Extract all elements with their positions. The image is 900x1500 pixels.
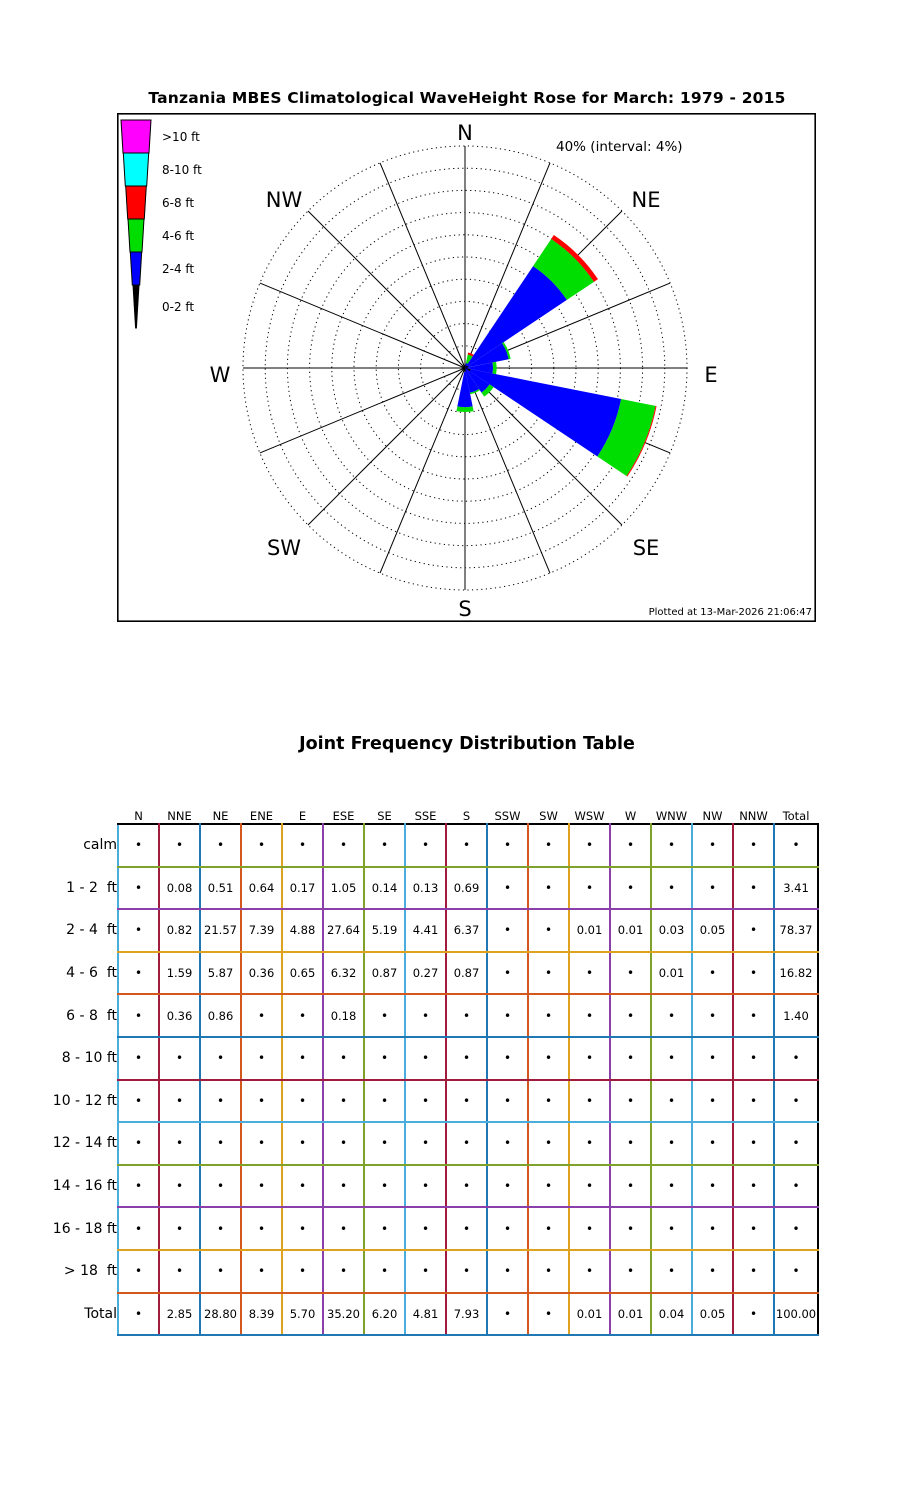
jfd-row-calm <box>24 824 818 867</box>
jfd-cell-SSE: 4.41 <box>405 909 446 952</box>
jfd-cell-WNW: • <box>651 1165 692 1208</box>
jfd-cell-NNW: • <box>733 867 774 910</box>
jfd-cell-WNW: • <box>651 1207 692 1250</box>
compass-label-W: W <box>209 363 231 387</box>
jfd-table <box>24 799 819 1336</box>
jfd-cell-NNE: • <box>159 1250 200 1293</box>
jfd-cell-W: • <box>610 1037 651 1080</box>
legend-label-6-8 ft: 6-8 ft <box>162 196 195 210</box>
jfd-cell-NNE: • <box>159 1165 200 1208</box>
jfd-cell-WNW: • <box>651 824 692 867</box>
legend-label-8-10 ft: 8-10 ft <box>162 163 202 177</box>
jfd-cell-ENE: • <box>241 1080 282 1123</box>
jfd-cell-SW: • <box>528 1080 569 1123</box>
jfd-cell-E: • <box>282 1207 323 1250</box>
jfd-cell-ENE: • <box>241 994 282 1037</box>
jfd-cell-S: 6.37 <box>446 909 487 952</box>
jfd-cell-NNW: • <box>733 1207 774 1250</box>
jfd-header-spacer <box>24 799 118 824</box>
jfd-cell-SE: • <box>364 824 405 867</box>
jfd-row-2-4ft <box>24 909 818 952</box>
jfd-cell-W: • <box>610 1122 651 1165</box>
jfd-cell-W: 0.01 <box>610 909 651 952</box>
jfd-cell-E: • <box>282 1165 323 1208</box>
jfd-cell-SSE: • <box>405 1207 446 1250</box>
jfd-cell-ENE: 8.39 <box>241 1293 282 1336</box>
jfd-cell-S: • <box>446 1080 487 1123</box>
compass-label-E: E <box>704 363 718 387</box>
jfd-cell-NE: 5.87 <box>200 952 241 995</box>
jfd-cell-WSW: 0.01 <box>569 909 610 952</box>
jfd-cell-ENE: • <box>241 824 282 867</box>
jfd-cell-E: • <box>282 1080 323 1123</box>
jfd-row-8-10ft <box>24 1037 818 1080</box>
jfd-cell-E: • <box>282 1250 323 1293</box>
jfd-col-header-SW: SW <box>539 809 558 823</box>
jfd-cell-NNW: • <box>733 1122 774 1165</box>
jfd-cell-ESE: • <box>323 1122 364 1165</box>
jfd-cell-WNW: • <box>651 867 692 910</box>
jfd-cell-ENE: 7.39 <box>241 909 282 952</box>
jfd-cell-S: • <box>446 824 487 867</box>
jfd-cell-NNW: • <box>733 1165 774 1208</box>
jfd-cell-ESE: 35.20 <box>323 1293 364 1336</box>
legend-swatch->10 ft <box>121 120 151 153</box>
jfd-cell-N: • <box>118 994 159 1037</box>
jfd-cell-N: • <box>118 867 159 910</box>
jfd-cell-SE: • <box>364 1080 405 1123</box>
jfd-cell-N: • <box>118 1293 159 1336</box>
jfd-cell-NE: 0.86 <box>200 994 241 1037</box>
compass-label-SE: SE <box>632 536 660 560</box>
jfd-cell-S: • <box>446 994 487 1037</box>
rose-petal-ESE-2-4 ft <box>470 369 621 456</box>
jfd-cell-NNW: • <box>733 824 774 867</box>
jfd-cell-ENE: • <box>241 1250 282 1293</box>
jfd-table-wrap <box>24 799 819 1336</box>
jfd-cell-NE: • <box>200 1165 241 1208</box>
jfd-cell-WSW: • <box>569 1037 610 1080</box>
rose-petal-S-4-6 ft <box>456 406 473 412</box>
compass-label-NE: NE <box>631 188 661 212</box>
jfd-cell-SW: • <box>528 994 569 1037</box>
jfd-cell-SSW: • <box>487 909 528 952</box>
jfd-cell-SSE: 0.13 <box>405 867 446 910</box>
jfd-col-header-NNW: NNW <box>739 809 768 823</box>
jfd-cell-ESE: 6.32 <box>323 952 364 995</box>
legend-label-2-4 ft: 2-4 ft <box>162 262 195 276</box>
jfd-col-header-NNE: NNE <box>167 809 192 823</box>
jfd-table-title: Joint Frequency Distribution Table <box>299 734 635 754</box>
jfd-cell-WSW: • <box>569 1250 610 1293</box>
jfd-cell-WSW: • <box>569 1165 610 1208</box>
jfd-cell-NE: • <box>200 1207 241 1250</box>
jfd-cell-ESE: • <box>323 1037 364 1080</box>
jfd-cell-NNW: • <box>733 994 774 1037</box>
jfd-cell-NE: • <box>200 1250 241 1293</box>
jfd-cell-NNE: • <box>159 824 200 867</box>
jfd-cell-WNW: 0.03 <box>651 909 692 952</box>
jfd-cell-ESE: 27.64 <box>323 909 364 952</box>
jfd-cell-Total: 78.37 <box>774 909 818 952</box>
jfd-cell-NW: • <box>692 1207 733 1250</box>
jfd-row-16-18ft <box>24 1207 818 1250</box>
jfd-header-row <box>24 799 818 824</box>
jfd-cell-NW: • <box>692 1250 733 1293</box>
jfd-cell-NE: • <box>200 1080 241 1123</box>
jfd-col-header-SSE: SSE <box>414 809 437 823</box>
jfd-row-label: 14 - 16 ft <box>52 1178 117 1195</box>
jfd-cell-N: • <box>118 1122 159 1165</box>
jfd-cell-NW: • <box>692 994 733 1037</box>
jfd-cell-S: 0.69 <box>446 867 487 910</box>
jfd-cell-Total: • <box>774 1207 818 1250</box>
compass-spoke-NW <box>308 211 465 368</box>
jfd-row-label: > 18 ft <box>63 1263 117 1280</box>
jfd-cell-Total: 3.41 <box>774 867 818 910</box>
jfd-cell-NNW: • <box>733 909 774 952</box>
jfd-cell-W: • <box>610 1165 651 1208</box>
jfd-cell-NNE: • <box>159 1037 200 1080</box>
jfd-cell-SSE: • <box>405 994 446 1037</box>
jfd-row-label: Total <box>84 1305 117 1322</box>
jfd-cell-SSW: • <box>487 1207 528 1250</box>
legend-label->10 ft: >10 ft <box>162 130 200 144</box>
jfd-cell-WNW: • <box>651 1037 692 1080</box>
jfd-cell-N: • <box>118 1080 159 1123</box>
jfd-cell-SW: • <box>528 867 569 910</box>
jfd-cell-NW: 0.05 <box>692 909 733 952</box>
jfd-cell-Total: • <box>774 1122 818 1165</box>
jfd-cell-NW: • <box>692 1165 733 1208</box>
jfd-cell-SE: 0.14 <box>364 867 405 910</box>
jfd-cell-SSE: • <box>405 1080 446 1123</box>
rose-plot <box>117 113 816 622</box>
jfd-cell-WNW: • <box>651 994 692 1037</box>
jfd-cell-SE: • <box>364 1122 405 1165</box>
jfd-row-label: 2 - 4 ft <box>66 922 117 939</box>
jfd-cell-SE: 6.20 <box>364 1293 405 1336</box>
jfd-cell-W: • <box>610 1080 651 1123</box>
jfd-cell-ESE: 0.18 <box>323 994 364 1037</box>
jfd-cell-NW: • <box>692 824 733 867</box>
jfd-cell-E: • <box>282 824 323 867</box>
jfd-cell-NNE: 0.08 <box>159 867 200 910</box>
jfd-cell-E: 0.17 <box>282 867 323 910</box>
jfd-cell-SSE: • <box>405 1250 446 1293</box>
jfd-cell-SSW: • <box>487 867 528 910</box>
jfd-cell-S: • <box>446 1037 487 1080</box>
jfd-cell-ENE: • <box>241 1122 282 1165</box>
jfd-cell-SW: • <box>528 1122 569 1165</box>
rose-petal-E-4-6 ft <box>492 362 496 374</box>
jfd-row-12-14ft <box>24 1122 818 1165</box>
jfd-row-10-12ft <box>24 1080 818 1123</box>
jfd-row-14-16ft <box>24 1165 818 1208</box>
jfd-cell-SW: • <box>528 824 569 867</box>
jfd-cell-WSW: • <box>569 824 610 867</box>
jfd-cell-SSW: • <box>487 1080 528 1123</box>
jfd-cell-SE: • <box>364 1250 405 1293</box>
jfd-cell-W: • <box>610 1250 651 1293</box>
jfd-row-label: 8 - 10 ft <box>61 1050 117 1067</box>
jfd-row-label: 6 - 8 ft <box>66 1007 117 1024</box>
jfd-cell-NW: • <box>692 1037 733 1080</box>
jfd-cell-SE: 0.87 <box>364 952 405 995</box>
compass-label-N: N <box>457 121 473 145</box>
legend-swatch-8-10 ft <box>123 153 148 186</box>
jfd-cell-WSW: • <box>569 867 610 910</box>
jfd-cell-NNW: • <box>733 952 774 995</box>
jfd-col-header-WNW: WNW <box>655 809 688 823</box>
jfd-cell-ENE: • <box>241 1037 282 1080</box>
jfd-row->18ft <box>24 1250 818 1293</box>
legend-swatch-0-2 ft <box>133 285 139 328</box>
jfd-cell-NNW: • <box>733 1080 774 1123</box>
jfd-col-header-Total: Total <box>782 809 810 823</box>
jfd-cell-SSE: • <box>405 1165 446 1208</box>
jfd-cell-W: • <box>610 994 651 1037</box>
jfd-cell-SSE: • <box>405 1037 446 1080</box>
compass-spoke-WNW <box>260 283 465 368</box>
jfd-cell-W: • <box>610 867 651 910</box>
jfd-cell-SE: • <box>364 994 405 1037</box>
jfd-cell-S: 0.87 <box>446 952 487 995</box>
jfd-cell-SSW: • <box>487 1037 528 1080</box>
jfd-cell-ESE: • <box>323 1165 364 1208</box>
jfd-cell-Total: • <box>774 1165 818 1208</box>
jfd-cell-WNW: 0.01 <box>651 952 692 995</box>
jfd-cell-NNE: • <box>159 1122 200 1165</box>
jfd-col-header-N: N <box>134 809 143 823</box>
jfd-cell-SSE: • <box>405 824 446 867</box>
jfd-cell-E: 0.65 <box>282 952 323 995</box>
jfd-cell-N: • <box>118 1207 159 1250</box>
legend-label-4-6 ft: 4-6 ft <box>162 229 195 243</box>
jfd-cell-E: 5.70 <box>282 1293 323 1336</box>
jfd-cell-Total: • <box>774 1080 818 1123</box>
jfd-cell-N: • <box>118 952 159 995</box>
compass-spoke-WSW <box>260 368 465 453</box>
jfd-cell-NE: 21.57 <box>200 909 241 952</box>
jfd-row-label: 12 - 14 ft <box>52 1135 117 1152</box>
jfd-cell-SW: • <box>528 1165 569 1208</box>
jfd-cell-NE: • <box>200 1037 241 1080</box>
jfd-cell-SSW: • <box>487 1165 528 1208</box>
jfd-col-header-S: S <box>462 809 471 823</box>
jfd-col-header-SSW: SSW <box>494 809 521 823</box>
jfd-cell-S: 7.93 <box>446 1293 487 1336</box>
jfd-cell-ESE: • <box>323 1207 364 1250</box>
jfd-cell-NW: • <box>692 952 733 995</box>
jfd-col-header-NE: NE <box>212 809 229 823</box>
jfd-cell-ESE: 1.05 <box>323 867 364 910</box>
jfd-cell-N: • <box>118 1250 159 1293</box>
jfd-cell-WSW: • <box>569 1122 610 1165</box>
jfd-cell-ENE: • <box>241 1165 282 1208</box>
jfd-cell-WNW: • <box>651 1250 692 1293</box>
jfd-cell-E: • <box>282 994 323 1037</box>
jfd-cell-NNW: • <box>733 1250 774 1293</box>
jfd-cell-N: • <box>118 824 159 867</box>
jfd-cell-S: • <box>446 1122 487 1165</box>
jfd-col-header-W: W <box>624 809 637 823</box>
jfd-cell-SW: • <box>528 1250 569 1293</box>
jfd-cell-NNE: 0.36 <box>159 994 200 1037</box>
jfd-cell-NE: 28.80 <box>200 1293 241 1336</box>
jfd-cell-SE: 5.19 <box>364 909 405 952</box>
compass-label-S: S <box>458 597 472 621</box>
jfd-cell-SSE: • <box>405 1122 446 1165</box>
jfd-cell-ESE: • <box>323 824 364 867</box>
plotted-at-note: Plotted at 13-Mar-2026 21:06:47 <box>648 607 812 618</box>
jfd-cell-SW: • <box>528 909 569 952</box>
jfd-col-header-NW: NW <box>702 809 723 823</box>
jfd-cell-W: • <box>610 1207 651 1250</box>
jfd-cell-SSE: 4.81 <box>405 1293 446 1336</box>
jfd-cell-SW: • <box>528 952 569 995</box>
jfd-cell-ESE: • <box>323 1080 364 1123</box>
jfd-row-6-8ft <box>24 994 818 1037</box>
jfd-cell-Total: • <box>774 1037 818 1080</box>
jfd-cell-WNW: • <box>651 1080 692 1123</box>
jfd-cell-WNW: • <box>651 1122 692 1165</box>
jfd-row-label: 16 - 18 ft <box>52 1220 117 1237</box>
jfd-cell-W: • <box>610 952 651 995</box>
legend-swatch-6-8 ft <box>126 186 147 219</box>
jfd-cell-NW: • <box>692 1122 733 1165</box>
jfd-cell-NW: • <box>692 1080 733 1123</box>
jfd-col-header-WSW: WSW <box>574 809 605 823</box>
jfd-cell-E: 4.88 <box>282 909 323 952</box>
jfd-cell-WSW: • <box>569 994 610 1037</box>
jfd-cell-WSW: • <box>569 1207 610 1250</box>
jfd-cell-NNE: • <box>159 1080 200 1123</box>
jfd-cell-NE: 0.51 <box>200 867 241 910</box>
legend-swatch-4-6 ft <box>128 219 144 252</box>
jfd-cell-ENE: 0.36 <box>241 952 282 995</box>
jfd-row-1-2ft <box>24 867 818 910</box>
jfd-cell-Total: 1.40 <box>774 994 818 1037</box>
jfd-cell-SSW: • <box>487 1293 528 1336</box>
compass-label-NW: NW <box>265 188 303 212</box>
jfd-cell-NNW: • <box>733 1293 774 1336</box>
jfd-cell-W: • <box>610 824 651 867</box>
jfd-cell-N: • <box>118 1037 159 1080</box>
jfd-cell-NW: • <box>692 867 733 910</box>
radial-axis-label: 40% (interval: 4%) <box>556 139 683 155</box>
jfd-cell-NE: • <box>200 824 241 867</box>
jfd-row-Total <box>24 1293 818 1336</box>
jfd-cell-NE: • <box>200 1122 241 1165</box>
jfd-cell-NNE: 2.85 <box>159 1293 200 1336</box>
rose-figure-title: Tanzania MBES Climatological WaveHeight Rose for March: 1979 - 2015 <box>148 89 786 107</box>
jfd-cell-E: • <box>282 1122 323 1165</box>
jfd-row-4-6ft <box>24 952 818 995</box>
jfd-cell-NW: 0.05 <box>692 1293 733 1336</box>
jfd-cell-Total: • <box>774 1250 818 1293</box>
jfd-cell-SSW: • <box>487 1122 528 1165</box>
jfd-cell-SW: • <box>528 1207 569 1250</box>
compass-spoke-NNW <box>380 163 465 368</box>
jfd-cell-N: • <box>118 909 159 952</box>
jfd-cell-NNE: • <box>159 1207 200 1250</box>
jfd-cell-WSW: • <box>569 952 610 995</box>
legend-label-0-2 ft: 0-2 ft <box>162 300 195 314</box>
jfd-col-header-ENE: ENE <box>249 809 274 823</box>
jfd-cell-W: 0.01 <box>610 1293 651 1336</box>
jfd-cell-ESE: • <box>323 1250 364 1293</box>
jfd-cell-SSW: • <box>487 1250 528 1293</box>
jfd-cell-SW: • <box>528 1293 569 1336</box>
jfd-cell-Total: • <box>774 824 818 867</box>
jfd-cell-ENE: 0.64 <box>241 867 282 910</box>
jfd-col-header-ESE: ESE <box>332 809 355 823</box>
legend-swatch-2-4 ft <box>130 252 141 285</box>
compass-spoke-SSW <box>380 368 465 573</box>
jfd-col-header-E: E <box>298 809 307 823</box>
jfd-cell-WSW: • <box>569 1080 610 1123</box>
jfd-cell-NNW: • <box>733 1037 774 1080</box>
jfd-cell-NNE: 0.82 <box>159 909 200 952</box>
jfd-cell-N: • <box>118 1165 159 1208</box>
jfd-cell-ENE: • <box>241 1207 282 1250</box>
jfd-cell-SE: • <box>364 1207 405 1250</box>
jfd-cell-S: • <box>446 1250 487 1293</box>
jfd-cell-SSE: 0.27 <box>405 952 446 995</box>
jfd-cell-WSW: 0.01 <box>569 1293 610 1336</box>
jfd-cell-SW: • <box>528 1037 569 1080</box>
jfd-cell-SSW: • <box>487 824 528 867</box>
jfd-cell-SE: • <box>364 1165 405 1208</box>
jfd-row-label: calm <box>83 837 117 854</box>
jfd-cell-SSW: • <box>487 952 528 995</box>
jfd-cell-S: • <box>446 1165 487 1208</box>
jfd-col-header-SE: SE <box>377 809 392 823</box>
jfd-cell-S: • <box>446 1207 487 1250</box>
jfd-row-label: 4 - 6 ft <box>66 965 117 982</box>
jfd-row-label: 1 - 2 ft <box>66 879 117 896</box>
jfd-cell-SSW: • <box>487 994 528 1037</box>
jfd-cell-E: • <box>282 1037 323 1080</box>
jfd-cell-SE: • <box>364 1037 405 1080</box>
jfd-cell-WNW: 0.04 <box>651 1293 692 1336</box>
compass-label-SW: SW <box>266 536 302 560</box>
jfd-cell-NNE: 1.59 <box>159 952 200 995</box>
jfd-cell-Total: 16.82 <box>774 952 818 995</box>
jfd-row-label: 10 - 12 ft <box>52 1092 117 1109</box>
jfd-cell-Total: 100.00 <box>774 1293 818 1336</box>
compass-spoke-SW <box>308 368 465 525</box>
